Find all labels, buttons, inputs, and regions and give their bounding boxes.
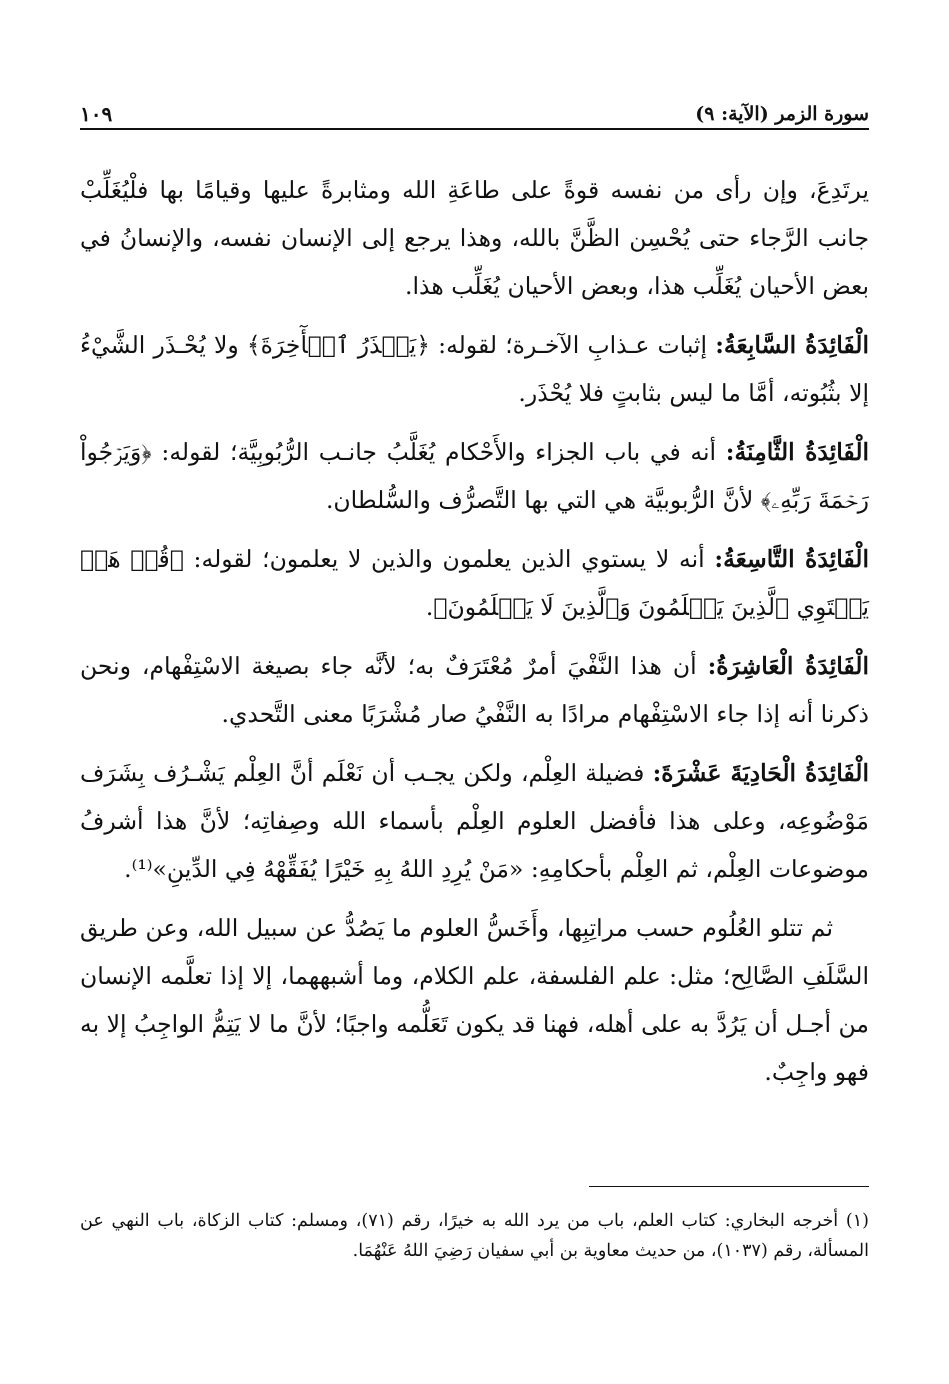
benefit-label: الْفَائِدَةُ الثَّامِنَةُ: xyxy=(725,438,870,466)
page-number: ١٠٩ xyxy=(80,102,113,126)
paragraph-benefit-9 xyxy=(80,535,869,631)
paragraph-text: أنه لا يستوي الذين يعلمون والذين لا يعلمون؛ لقوله: ﴿قُلۡ هَلۡ يَسۡتَوِي ٱلَّذِينَ يَعۡلَمُونَ وَٱلَّذِينَ لَا يَعۡلَمُونَ﴾. xyxy=(80,545,869,621)
paragraph-benefit-8 xyxy=(80,428,869,524)
paragraph-continuation xyxy=(80,166,869,310)
paragraph-text: يرتَدِعَ، وإن رأى من نفسه قوةً على طاعَةِ الله ومثابرةً عليها وقيامًا بها فلْيُغَلِّبْ جانب الرَّجاء حتى يُحْسِن الظَّنَّ بالله، وهذا يرجع إلى الإنسان نفسه، والإنسانُ في بعض الأحيان يُغَلِّب هذا، وبعض الأحيان يُغَلِّب هذا. xyxy=(80,176,869,300)
benefit-label: الْفَائِدَةُ الْحَادِيَةَ عَشْرَةَ: xyxy=(652,759,869,787)
paragraph-text: إثبات عـذابِ الآخـرة؛ لقوله: ﴿يَحۡذَرُ ٱلۡأٓخِرَةَ﴾ ولا يُحْـذَر الشَّيْءُ إلا بثُبُوته، أمَّا ما ليس بثابتٍ فلا يُحْذَر. xyxy=(80,331,869,407)
footnote-divider xyxy=(589,1186,869,1187)
paragraph-benefit-7 xyxy=(80,321,869,417)
paragraph-text: فضيلة العِلْم، ولكن يجـب أن نَعْلَم أنَّ العِلْم يَشْـرُف بِشَرَف مَوْضُوعِه، وعلى هذا فأفضل العلوم العِلْم بأسماء الله وصِفاتِه؛ لأنَّ هذا أشرفُ موضوعات العِلْم، ثم العِلْم بأحكامِهِ: «مَنْ يُرِدِ اللهُ بِهِ خَيْرًا يُفَقِّهْهُ فِي الدِّينِ»⁽¹⁾. xyxy=(80,759,869,883)
paragraph-text: ثم تتلو العُلُوم حسب مراتِبِها، وأَخَسُّ العلوم ما يَصُدُّ عن سبيل الله، وعن طريق السَّلَفِ الصَّالِح؛ مثل: علم الفلسفة، علم الكلام، وما أشبههما، إلا إذا تعلَّمه الإنسان من أجـل أن يَرُدَّ به على أهله، فهنا قد يكون تَعَلُّمه واجبًا؛ لأنَّ ما لا يَتِمُّ الواجِبُ إلا به فهو واجِبٌ. xyxy=(80,914,869,1086)
benefit-label: الْفَائِدَةُ التَّاسِعَةُ: xyxy=(714,545,869,573)
main-text xyxy=(80,166,869,1107)
footnote xyxy=(80,1206,869,1266)
benefit-label: الْفَائِدَةُ الْعَاشِرَةُ: xyxy=(707,652,870,680)
paragraph-benefit-11 xyxy=(80,749,869,893)
paragraph-text: أنه في باب الجزاء والأَحْكام يُغَلَّبُ جانـب الرُّبُوبِيَّة؛ لقوله: ﴿وَيَرۡجُواْ رَحۡمَةَ رَبِّهِۦ﴾ لأنَّ الرُّبوبيَّة هي التي بها التَّصرُّف والسُّلطان. xyxy=(80,438,869,514)
paragraph-sciences-ranking xyxy=(80,904,869,1096)
paragraph-text: أن هذا النَّفْيَ أمرٌ مُعْتَرَفٌ به؛ لأنَّه جاء بصيغة الاسْتِفْهام، ونحن ذكرنا أنه إذا جاء الاسْتِفْهام مرادًا به النَّفْيُ صار مُشْرَبًا معنى التَّحدي. xyxy=(80,652,869,728)
paragraph-benefit-10 xyxy=(80,642,869,738)
surah-header-title: سورة الزمر (الآية: ٩) xyxy=(695,103,869,125)
footnote-text: (١) أخرجه البخاري: كتاب العلم، باب من يرد الله به خيرًا، رقم (٧١)، ومسلم: كتاب الزكاة، باب النهي عن المسألة، رقم (١٠٣٧)، من حديث معاوية بن أبي سفيان رَضِيَ اللهُ عَنْهُمَا. xyxy=(80,1211,869,1261)
page-header xyxy=(80,90,869,130)
benefit-label: الْفَائِدَةُ السَّابِعَةُ: xyxy=(715,331,869,359)
